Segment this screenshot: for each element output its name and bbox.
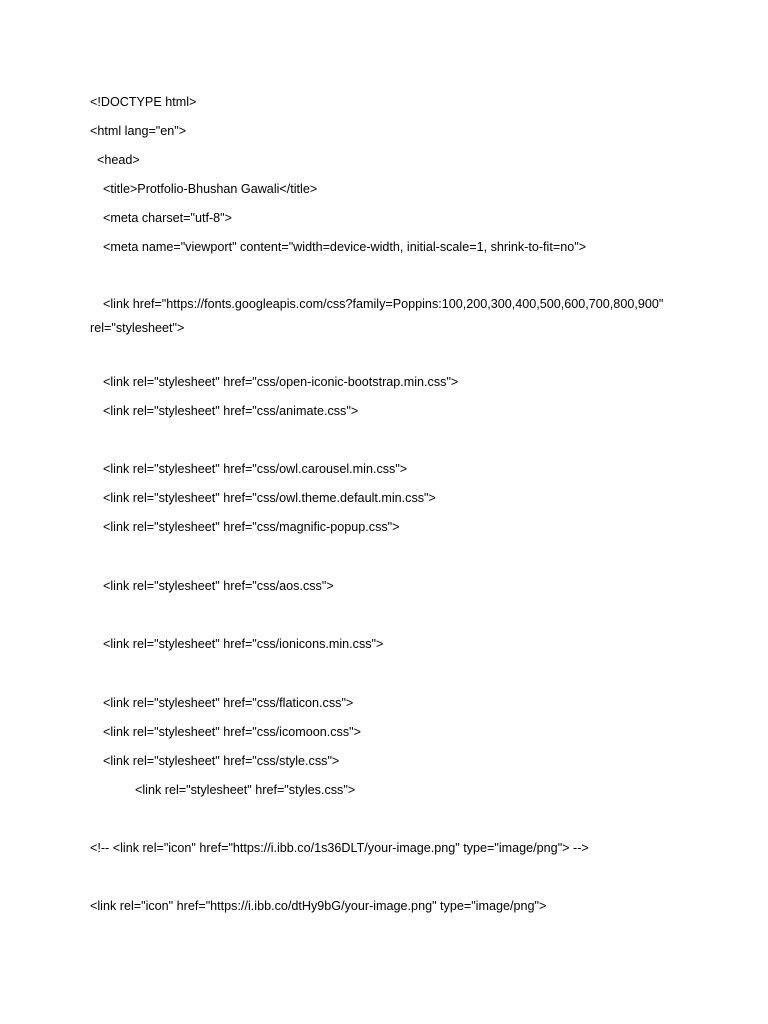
code-line-commented-icon: <!-- <link rel="icon" href="https://i.ibb.co/1s36DLT/your-image.png" type="image/png"> --> [90, 841, 589, 855]
code-line-link-magnific-popup: <link rel="stylesheet" href="css/magnific-popup.css"> [103, 520, 400, 534]
code-line-meta-charset: <meta charset="utf-8"> [103, 211, 232, 225]
code-line-meta-viewport: <meta name="viewport" content="width=device-width, initial-scale=1, shrink-to-fit=no"> [103, 240, 587, 254]
code-line-link-flaticon: <link rel="stylesheet" href="css/flaticon.css"> [103, 696, 354, 710]
code-line-link-style: <link rel="stylesheet" href="css/style.css"> [103, 754, 340, 768]
code-line-head-open: <head> [97, 153, 140, 167]
code-line-link-owl-theme: <link rel="stylesheet" href="css/owl.theme.default.min.css"> [103, 491, 436, 505]
code-line-doctype: <!DOCTYPE html> [90, 95, 197, 109]
code-line-link-owl-carousel: <link rel="stylesheet" href="css/owl.carousel.min.css"> [103, 462, 408, 476]
code-line-link-animate: <link rel="stylesheet" href="css/animate.css"> [103, 404, 359, 418]
code-line-link-fonts: <link href="https://fonts.googleapis.com/css?family=Poppins:100,200,300,400,500,600,700,800,900" rel="stylesheet"> [90, 297, 667, 335]
code-line-link-icomoon: <link rel="stylesheet" href="css/icomoon.css"> [103, 725, 361, 739]
code-line-link-ionicons: <link rel="stylesheet" href="css/ionicons.min.css"> [103, 637, 384, 651]
code-line-link-icon: <link rel="icon" href="https://i.ibb.co/dtHy9bG/your-image.png" type="image/png"> [90, 899, 547, 913]
code-line-html-open: <html lang="en"> [90, 124, 187, 138]
code-line-link-aos: <link rel="stylesheet" href="css/aos.css"> [103, 579, 334, 593]
code-line-link-open-iconic: <link rel="stylesheet" href="css/open-iconic-bootstrap.min.css"> [103, 375, 459, 389]
code-line-title: <title>Protfolio-Bhushan Gawali</title> [103, 182, 318, 196]
code-line-link-styles: <link rel="stylesheet" href="styles.css"> [135, 783, 356, 797]
